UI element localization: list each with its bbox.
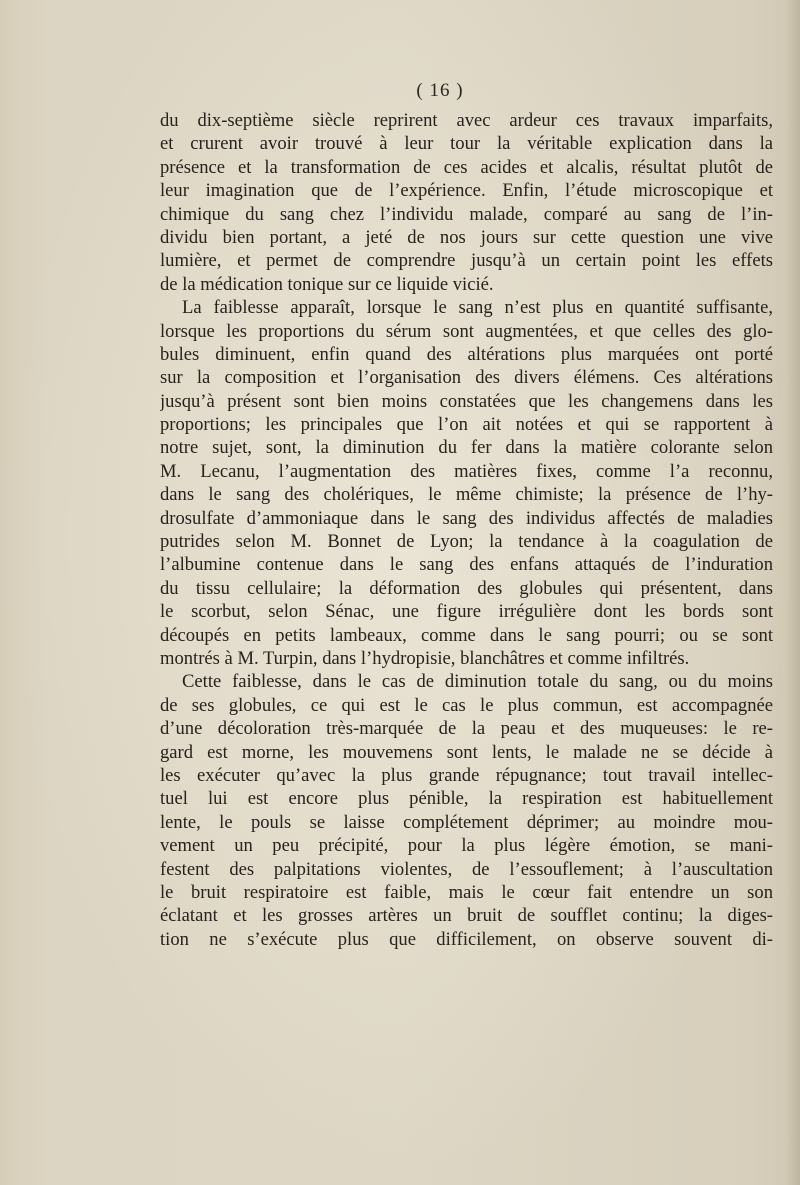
page-edge-shadow xyxy=(786,0,800,1185)
text-line: d’une décoloration très-marquée de la peau et des muqueuses: le re- xyxy=(160,718,773,740)
text-line: proportions; les principales que l’on ait notées et qui se rapportent à xyxy=(160,414,773,436)
text-line: chimique du sang chez l’individu malade, comparé au sang de l’in- xyxy=(160,203,773,225)
text-line: montrés à M. Turpin, dans l’hydropisie, blanchâtres et comme infiltrés. xyxy=(160,647,690,669)
text-line: le bruit respiratoire est faible, mais le cœur fait entendre un son xyxy=(160,881,773,903)
text-line: et crurent avoir trouvé à leur tour la véritable explication dans la xyxy=(160,133,773,155)
text-line: lorsque les proportions du sérum sont augmentées, et que celles des glo- xyxy=(160,320,773,342)
body-text xyxy=(160,109,773,951)
text-line: vement un peu précipité, pour la plus légère émotion, se mani- xyxy=(160,835,773,857)
text-line: tuel lui est encore plus pénible, la respiration est habituellement xyxy=(160,788,773,810)
text-line: putrides selon M. Bonnet de Lyon; la tendance à la coagulation de xyxy=(160,531,773,553)
text-line: jusqu’à présent sont bien moins constatées que les changemens dans les xyxy=(160,390,773,412)
text-line: les exécuter qu’avec la plus grande répugnance; tout travail intellec- xyxy=(160,764,773,786)
text-line: M. Lecanu, l’augmentation des matières fixes, comme l’a reconnu, xyxy=(160,460,773,482)
text-line: festent des palpitations violentes, de l’essouflement; à l’auscultation xyxy=(160,858,773,880)
text-line: leur imagination que de l’expérience. Enfin, l’étude microscopique et xyxy=(160,180,773,202)
text-line: découpés en petits lambeaux, comme dans le sang pourri; ou se sont xyxy=(160,624,773,646)
text-line: La faiblesse apparaît, lorsque le sang n’est plus en quantité suffisante, xyxy=(182,297,773,319)
text-line: drosulfate d’ammoniaque dans le sang des individus affectés de maladies xyxy=(160,507,773,529)
text-line: du tissu cellulaire; la déformation des globules qui présentent, dans xyxy=(160,577,773,599)
text-line: lumière, et permet de comprendre jusqu’à un certain point les effets xyxy=(160,250,773,272)
text-line: présence et la transformation de ces acides et alcalis, résultat plutôt de xyxy=(160,156,773,178)
text-line: lente, le pouls se laisse complétement déprimer; au moindre mou- xyxy=(160,811,773,833)
text-line: le scorbut, selon Sénac, une figure irrégulière dont les bords sont xyxy=(160,601,773,623)
text-line: Cette faiblesse, dans le cas de diminution totale du sang, ou du moins xyxy=(182,671,773,693)
text-line: dividu bien portant, a jeté de nos jours sur cette question une vive xyxy=(160,226,773,248)
text-line: de la médication tonique sur ce liquide vicié. xyxy=(160,273,494,295)
page-number: ( 16 ) xyxy=(416,80,464,101)
text-line: de ses globules, ce qui est le cas le plus commun, est accompagnée xyxy=(160,694,773,716)
text-line: bules diminuent, enfin quand des altérations plus marquées ont porté xyxy=(160,343,773,365)
text-line: l’albumine contenue dans le sang des enfans attaqués de l’induration xyxy=(160,554,773,576)
text-line: notre sujet, sont, la diminution du fer dans la matière colorante selon xyxy=(160,437,773,459)
text-line: du dix-septième siècle reprirent avec ardeur ces travaux imparfaits, xyxy=(160,110,773,131)
text-line: sur la composition et l’organisation des divers élémens. Ces altérations xyxy=(160,367,773,389)
text-line: dans le sang des cholériques, le même chimiste; la présence de l’hy- xyxy=(160,484,773,506)
text-line: éclatant et les grosses artères un bruit de soufflet continu; la diges- xyxy=(160,905,773,927)
text-line: tion ne s’exécute plus que difficilement, on observe souvent di- xyxy=(160,928,773,950)
text-line: gard est morne, les mouvemens sont lents, le malade ne se décide à xyxy=(160,741,773,763)
